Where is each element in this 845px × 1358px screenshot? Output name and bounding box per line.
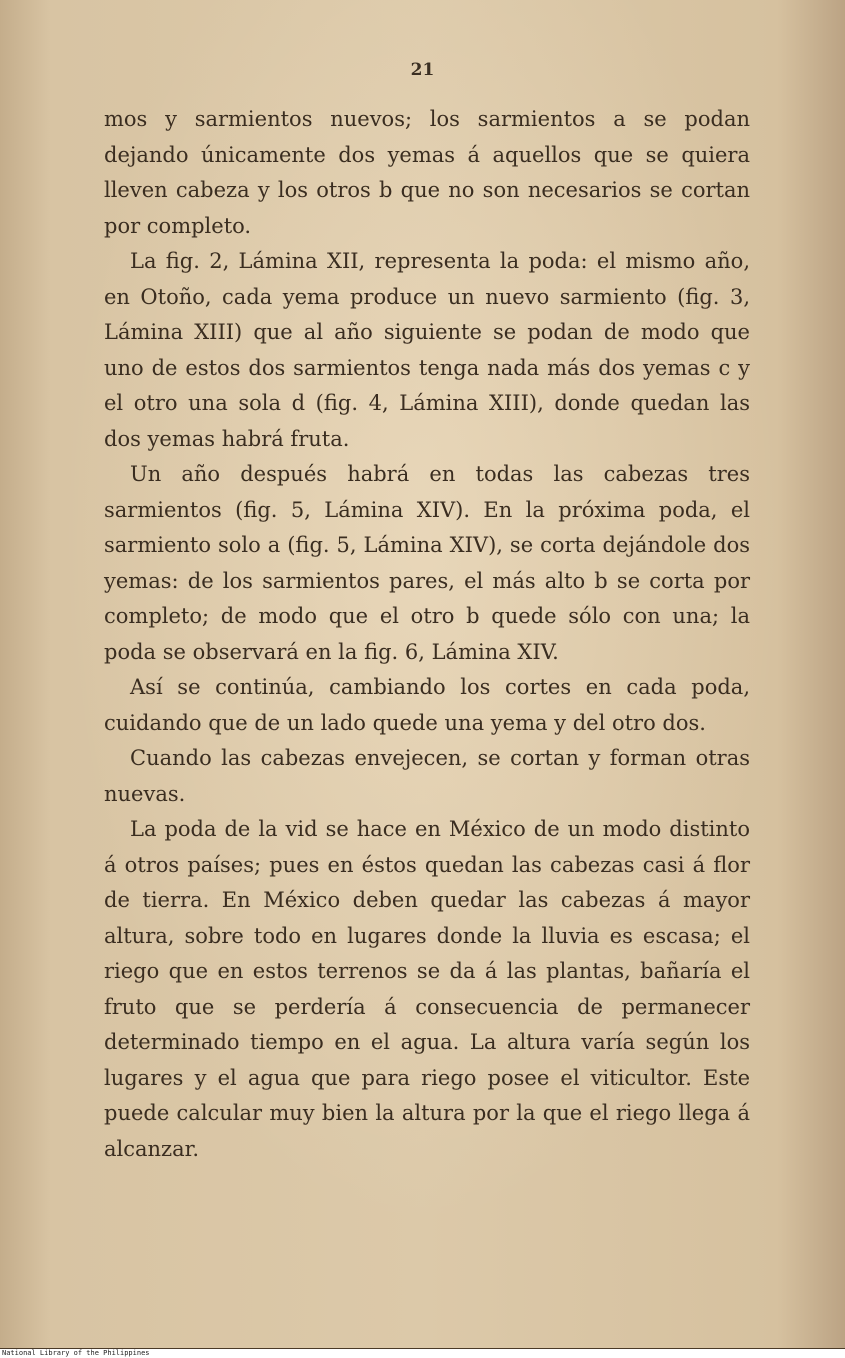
paragraph-5: Cuando las cabezas envejecen, se cortan y forman otras nuevas. (104, 746, 750, 806)
source-label: National Library of the Philippines (2, 1349, 150, 1357)
paragraph-2: La fig. 2, Lámina XII, representa la poda: el mismo año, en Otoño, cada yema produce un nuevo sarmiento (fig. 3, Lámina XIII) que al año siguiente se podan de modo que uno de estos dos sarmientos tenga nada más dos yemas c y el otro una sola d (fig. 4, Lámina XIII), donde quedan las dos yemas habrá fruta. (104, 249, 750, 451)
footer-bar (0, 1349, 845, 1358)
paragraph-1: mos y sarmientos nuevos; los sarmientos a se podan dejando únicamente dos yemas á aquellos que se quiera lleven cabeza y los otros b que no son necesarios se cortan por completo. (104, 107, 750, 238)
page-number: 21 (410, 60, 435, 80)
body-text (104, 102, 750, 1167)
paragraph-3: Un año después habrá en todas las cabezas tres sarmientos (fig. 5, Lámina XIV). En la próxima poda, el sarmiento solo a (fig. 5, Lámina XIV), se corta dejándole dos yemas: de los sarmientos pares, el más alto b se corta por completo; de modo que el otro b quede sólo con una; la poda se observará en la fig. 6, Lámina XIV. (104, 462, 750, 664)
paragraph-6: La poda de la vid se hace en México de un modo distinto á otros países; pues en éstos quedan las cabezas casi á flor de tierra. En México deben quedar las cabezas á mayor altura, sobre todo en lugares donde la lluvia es escasa; el riego que en estos terrenos se da á las plantas, bañaría el fruto que se perdería á consecuencia de permanecer determinado tiempo en el agua. La altura varía según los lugares y el agua que para riego posee el viticultor. Este puede calcular muy bien la altura por la que el riego llega á alcanzar. (104, 817, 750, 1161)
paragraph-4: Así se continúa, cambiando los cortes en cada poda, cuidando que de un lado quede una yema y del otro dos. (104, 675, 750, 735)
